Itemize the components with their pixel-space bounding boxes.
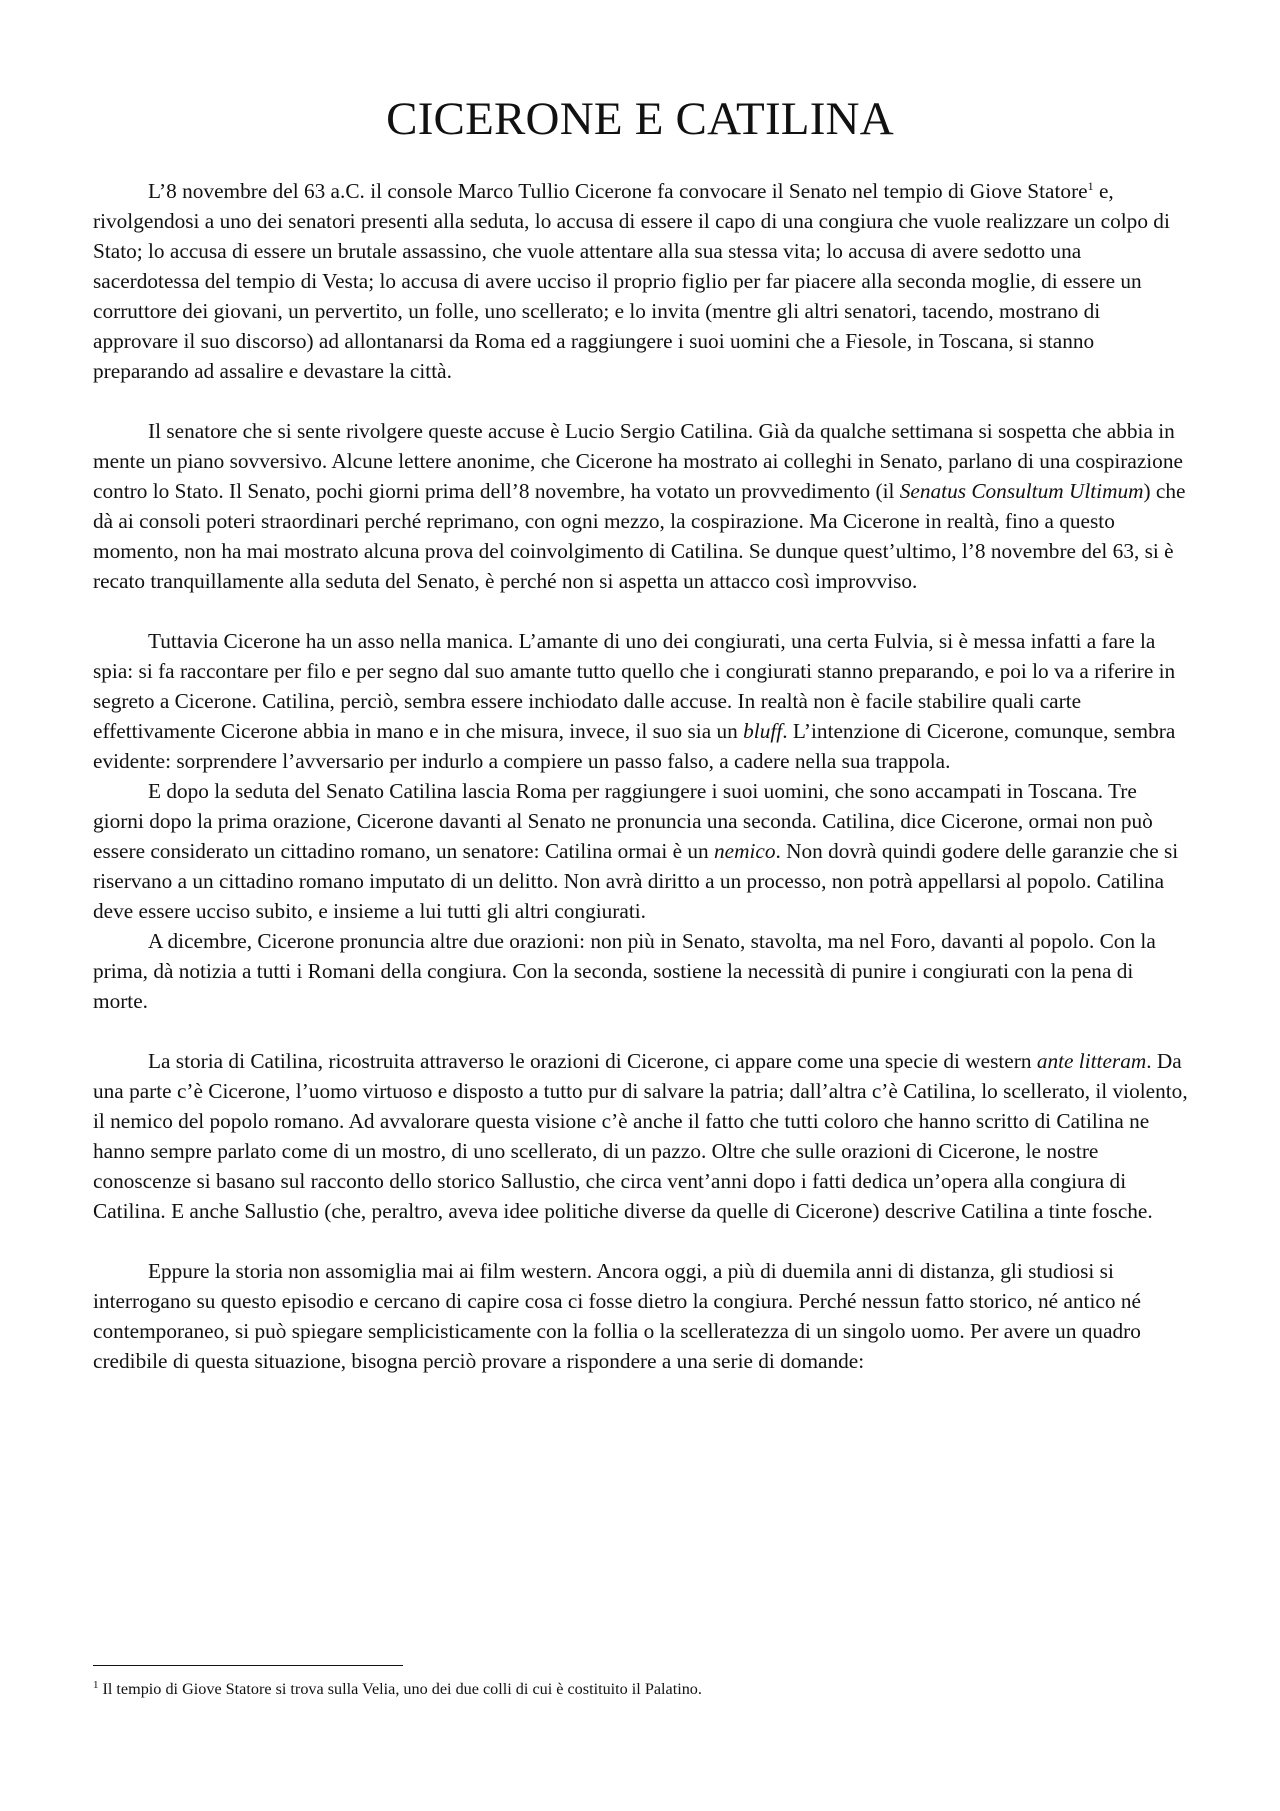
body-text	[93, 176, 1188, 1376]
paragraph-2-text-a: Il senatore che si sente rivolgere queste accuse è Lucio Sergio Catilina. Già da qualche settimana si sospetta che abbia in mente un piano sovversivo. Alcune lettere anonime, che Cicerone ha mostrato ai colleghi in Senato, parlano di una cospirazione contro lo Stato. Il Senato, pochi giorni prima dell’8 novembre, ha votato un provvedimento (il	[93, 419, 1183, 503]
paragraph-6	[93, 1046, 1188, 1226]
paragraph-6-text-a: La storia di Catilina, ricostruita attraverso le orazioni di Cicerone, ci appare come una specie di western	[148, 1049, 1037, 1073]
footnote-text: Il tempio di Giove Statore si trova sulla Velia, uno dei due colli di cui è costituito il Palatino.	[102, 1680, 702, 1698]
paragraph-3	[93, 626, 1188, 776]
paragraph-7: Eppure la storia non assomiglia mai ai film western. Ancora oggi, a più di duemila anni di distanza, gli studiosi si interrogano su questo episodio e cercano di capire cosa ci fosse dietro la congiura. Perché nessun fatto storico, né antico né contemporaneo, si può spiegare semplicisticamente con la follia o la scelleratezza di un singolo uomo. Per avere un quadro credibile di questa situazione, bisogna perciò provare a rispondere a una serie di domande:	[93, 1259, 1141, 1373]
paragraph-5: A dicembre, Cicerone pronuncia altre due orazioni: non più in Senato, stavolta, ma nel Foro, davanti al popolo. Con la prima, dà notizia a tutti i Romani della congiura. Con la seconda, sostiene la necessità di punire i congiurati con la pena di morte.	[93, 929, 1156, 1013]
paragraph-3-italic: bluff	[743, 719, 783, 743]
page-title: CICERONE E CATILINA	[386, 93, 894, 145]
paragraph-4-italic: nemico	[713, 839, 776, 863]
paragraph-1-text-b: e, rivolgendosi a uno dei senatori presenti alla seduta, lo accusa di essere il capo di una congiura che vuole realizzare un colpo di Stato; lo accusa di essere un brutale assassino, che vuole attentare alla sua stessa vita; lo accusa di avere sedotto una sacerdotessa del tempio di Vesta; lo accusa di avere ucciso il proprio figlio per far piacere alla seconda moglie, di essere un corruttore dei giovani, un pervertito, un folle, uno scellerato; e lo invita (mentre gli altri senatori, tacendo, mostrano di approvare il suo discorso) ad allontanarsi da Roma ed a raggiungere i suoi uomini che a Fiesole, in Toscana, si stanno preparando ad assalire e devastare la città.	[93, 179, 1170, 383]
paragraph-3-text-b: . L’intenzione di Cicerone, comunque, sembra evidente: sorprendere l’avversario per indurlo a compiere un passo falso, a cadere nella sua trappola.	[93, 719, 1176, 773]
paragraph-4	[93, 776, 1188, 926]
paragraph-1	[93, 176, 1188, 386]
footnote-separator	[93, 1665, 403, 1666]
paragraph-2	[93, 416, 1188, 596]
paragraph-2-text-b: ) che dà ai consoli poteri straordinari perché reprimano, con ogni mezzo, la cospirazione. Ma Cicerone in realtà, fino a questo momento, non ha mai mostrato alcuna prova del coinvolgimento di Catilina. Se dunque quest’ultimo, l’8 novembre del 63, si è recato tranquillamente alla seduta del Senato, è perché non si aspetta un attacco così improvviso.	[93, 479, 1186, 593]
paragraph-1-text-a: L’8 novembre del 63 a.C. il console Marco Tullio Cicerone fa convocare il Senato nel tempio di Giove Statore	[148, 179, 1088, 203]
paragraph-6-text-b: . Da una parte c’è Cicerone, l’uomo virtuoso e disposto a tutto pur di salvare la patria; dall’altra c’è Catilina, lo scellerato, il violento, il nemico del popolo romano. Ad avvalorare questa visione c’è anche il fatto che tutti coloro che hanno scritto di Catilina ne hanno sempre parlato come di un mostro, di uno scellerato, di un pazzo. Oltre che sulle orazioni di Cicerone, le nostre conoscenze si basano sul racconto dello storico Sallustio, che circa vent’anni dopo i fatti dedica un’opera alla congiura di Catilina. E anche Sallustio (che, peraltro, aveva idee politiche diverse da quelle di Cicerone) descrive Catilina a tinte fosche.	[93, 1049, 1188, 1223]
paragraph-2-italic: Senatus Consultum Ultimum	[899, 479, 1144, 503]
footnote-marker: 1	[93, 1678, 99, 1691]
paragraph-6-italic: ante litteram	[1036, 1049, 1147, 1073]
footnote	[93, 1678, 1188, 1700]
footnote-reference: 1	[1087, 178, 1094, 193]
paragraph-4-text-a: E dopo la seduta del Senato Catilina lascia Roma per raggiungere i suoi uomini, che sono accampati in Toscana. Tre giorni dopo la prima orazione, Cicerone davanti al Senato ne pronuncia una seconda. Catilina, dice Cicerone, ormai non può essere considerato un cittadino romano, un senatore: Catilina ormai è un	[93, 779, 1153, 863]
paragraph-4-text-b: . Non dovrà quindi godere delle garanzie che si riservano a un cittadino romano imputato di un delitto. Non avrà diritto a un processo, non potrà appellarsi al popolo. Catilina deve essere ucciso subito, e insieme a lui tutti gli altri congiurati.	[93, 839, 1179, 923]
paragraph-3-text-a: Tuttavia Cicerone ha un asso nella manica. L’amante di uno dei congiurati, una certa Fulvia, si è messa infatti a fare la spia: si fa raccontare per filo e per segno dal suo amante tutto quello che i congiurati stanno preparando, e poi lo va a riferire in segreto a Cicerone. Catilina, perciò, sembra essere inchiodato dalle accuse. In realtà non è facile stabilire quali carte effettivamente Cicerone abbia in mano e in che misura, invece, il suo sia un	[93, 629, 1176, 743]
